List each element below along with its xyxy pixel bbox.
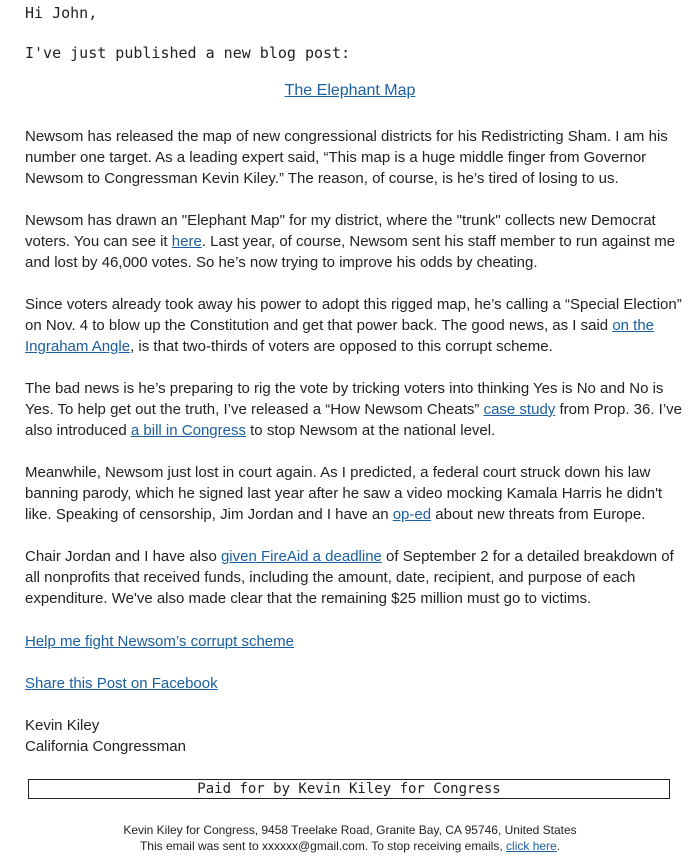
greeting: Hi John, — [25, 4, 98, 22]
paragraph-2 — [25, 210, 682, 273]
signature-name: Kevin Kiley — [25, 717, 100, 734]
ingraham-angle-link[interactable]: on the Ingraham Angle — [25, 317, 655, 355]
paid-for-box: Paid for by Kevin Kiley for Congress — [28, 779, 670, 799]
post-title-link[interactable]: The Elephant Map — [284, 82, 416, 99]
signature — [25, 715, 682, 757]
bill-in-congress-link[interactable]: a bill in Congress — [130, 422, 246, 439]
footer — [0, 822, 700, 854]
help-link-wrap — [25, 631, 682, 652]
op-ed-link[interactable]: op-ed — [392, 506, 432, 523]
p4-text-end: to stop Newsom at the national level. — [245, 422, 496, 439]
p2-text: Newsom has drawn an "Elephant Map" for my district, where the "trunk" collects new Democrat voters. You can see it — [25, 212, 656, 250]
p4-text-middle: from Prop. 36. I’ve also introduced — [25, 401, 683, 439]
footer-sent-to — [0, 838, 700, 854]
paragraph-5 — [25, 462, 682, 525]
p4-text: The bad news is he’s preparing to rig the vote by tricking voters into thinking Yes is No and No is Yes. To help get out the truth, I’ve released a “How Newsom Cheats” — [25, 380, 664, 418]
signature-title: California Congressman — [25, 738, 186, 755]
case-study-link[interactable]: case study — [483, 401, 556, 418]
share-facebook-link[interactable]: Share this Post on Facebook — [25, 675, 218, 692]
intro-text: I've just published a new blog post: — [25, 44, 351, 62]
paragraph-1: Newsom has released the map of new congressional districts for his Redistricting Sham. I am his number one target. As a leading expert said, “This map is a huge middle finger from Governor Newsom to Congressman Kevin Kiley.” The reason, of course, is he’s tired of losing to us. — [25, 128, 668, 187]
footer-sent-text: This email was sent to xxxxxx@gmail.com. To stop receiving emails, — [139, 839, 507, 853]
p5-text: Meanwhile, Newsom just lost in court again. As I predicted, a federal court struck down his law banning parody, which he signed last year after he saw a video mocking Kamala Harris he didn't like. Speaking of censorship, Jim Jordan and I have an — [25, 464, 663, 523]
footer-address: Kevin Kiley for Congress, 9458 Treelake Road, Granite Bay, CA 95746, United States — [123, 823, 577, 837]
p3-text: Since voters already took away his power to adopt this rigged map, he’s calling a “Special Election” on Nov. 4 to blow up the Constitution and get that power back. The good news, as I said — [25, 296, 682, 334]
paragraph-6 — [25, 546, 682, 609]
share-link-wrap — [25, 673, 682, 694]
paragraph-3 — [25, 294, 682, 357]
help-fight-link[interactable]: Help me fight Newsom’s corrupt scheme — [25, 633, 294, 650]
p3-text-end: , is that two-thirds of voters are opposed to this corrupt scheme. — [130, 338, 553, 355]
p6-text-end: of September 2 for a detailed breakdown of all nonprofits that received funds, including the amount, date, recipient, and purpose of each expenditure. We've also made clear that the remaining $25 million must go to victims. — [25, 548, 674, 607]
unsubscribe-link[interactable]: click here — [506, 839, 557, 853]
footer-period: . — [556, 839, 561, 853]
fireaid-deadline-link[interactable]: given FireAid a deadline — [220, 548, 382, 565]
p5-text-end: about new threats from Europe. — [431, 506, 646, 523]
p2-text-end: . Last year, of course, Newsom sent his staff member to run against me and lost by 46,000 votes. So he’s now trying to improve his odds by cheating. — [25, 233, 676, 271]
post-title-wrap — [0, 82, 700, 100]
p6-text: Chair Jordan and I have also — [25, 548, 221, 565]
here-link[interactable]: here — [171, 233, 202, 250]
paragraph-4 — [25, 378, 682, 441]
